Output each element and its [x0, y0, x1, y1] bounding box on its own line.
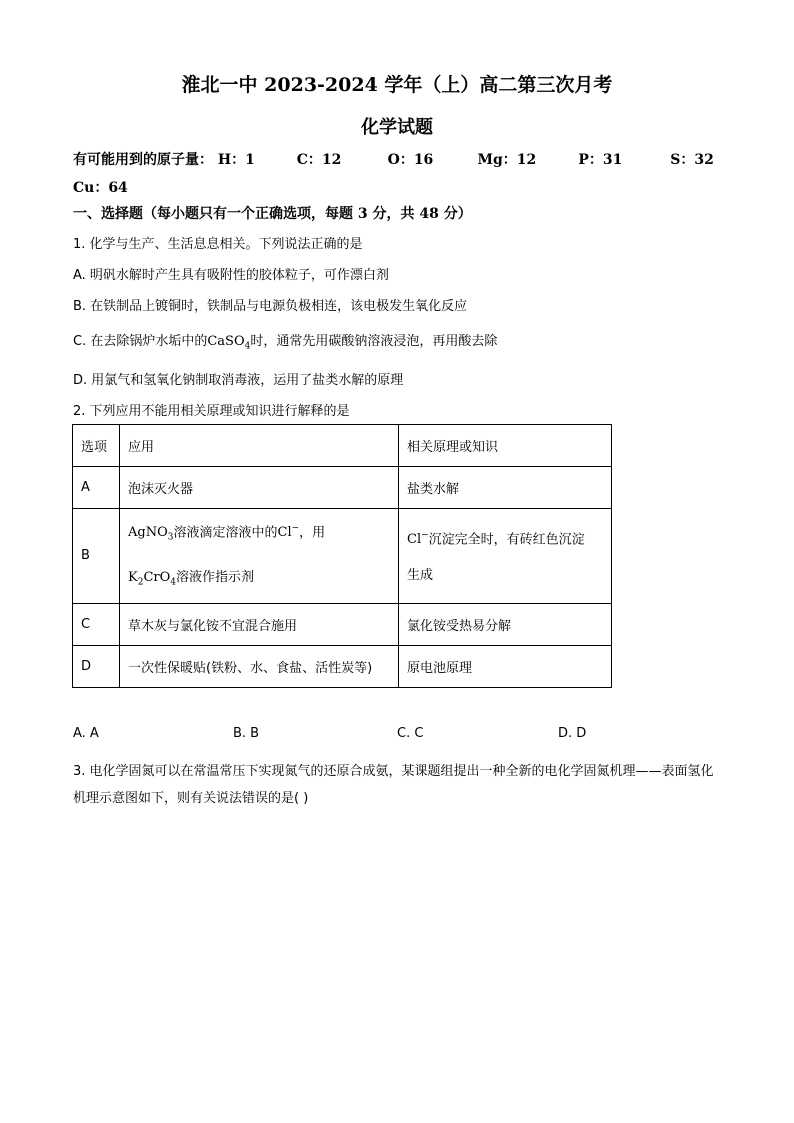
q2-table: [72, 424, 612, 688]
chem-formula: [278, 525, 300, 540]
page-title: 淮北一中 2023-2024 学年（上）高二第三次月考: [181, 74, 613, 96]
q1-option-c: [73, 330, 497, 352]
formula-text: Cl: [277, 525, 292, 541]
cell-line: [128, 509, 390, 558]
q2-answer-a: A. A: [73, 726, 99, 741]
atomic-mass-item: Mg：12: [477, 152, 537, 168]
chem-formula: [407, 532, 429, 547]
cell-text: 沉淀完全时，有砖红色沉淀: [428, 531, 585, 547]
table-cell: B: [73, 509, 120, 604]
q2-stem: 2. 下列应用不能用相关原理或知识进行解释的是: [73, 404, 350, 419]
q3-stem: 3. 电化学固氮可以在常温常压下实现氮气的还原合成氨，某课题组提出一种全新的电化学固氮机理——表面氢化机理示意图如下，则有关说法错误的是( ): [73, 764, 714, 806]
atomic-masses-line: [73, 149, 714, 169]
atomic-mass-item: P：31: [578, 152, 623, 168]
atomic-mass-item: H：1: [217, 152, 255, 168]
q2-answer-c: C. C: [397, 726, 424, 741]
cell-text: 溶液滴定溶液中的: [173, 525, 278, 541]
atomic-mass-item: C：12: [296, 152, 342, 168]
table-row: [73, 467, 612, 509]
table-row: [73, 645, 612, 687]
formula-text: Cl: [407, 531, 422, 547]
superscript: −: [421, 530, 429, 541]
table-cell: [399, 509, 612, 604]
table-cell: [120, 509, 399, 604]
q2-answer-b: B. B: [233, 726, 260, 741]
atomic-mass-item: O：16: [387, 152, 434, 168]
cell-text: 溶液作指示剂: [176, 569, 255, 585]
chem-formula: [207, 334, 251, 352]
chem-formula: [128, 525, 174, 543]
table-cell: 一次性保暖贴(铁粉、水、食盐、活性炭等): [120, 645, 399, 687]
table-header-row: [73, 425, 612, 467]
q2-answer-d: D. D: [558, 726, 587, 741]
q1-option-c-text: C. 在去除锅炉水垢中的: [73, 334, 208, 349]
table-row: [73, 603, 612, 645]
cell-text: ，用: [299, 525, 326, 541]
table-cell: 盐类水解: [399, 467, 612, 509]
table-header-cell: 选项: [73, 425, 120, 467]
section-heading: 一、选择题（每小题只有一个正确选项，每题 3 分，共 48 分）: [73, 206, 472, 222]
q1-stem: 1. 化学与生产、生活息息相关。下列说法正确的是: [73, 237, 363, 252]
table-header-cell: 相关原理或知识: [399, 425, 612, 467]
cell-line: [128, 558, 390, 603]
table-cell: 氯化铵受热易分解: [399, 603, 612, 645]
atomic-mass-item: S：32: [670, 152, 714, 168]
subscript: 4: [244, 341, 251, 352]
atomic-masses-label: 有可能用到的原子量：: [73, 152, 213, 168]
cell-line: 生成: [407, 567, 434, 583]
chem-formula: [128, 569, 177, 588]
cell-line: [407, 518, 603, 558]
formula-text: CaSO: [207, 334, 245, 349]
q1-option-b: B. 在铁制品上镀铜时，铁制品与电源负极相连，该电极发生氧化反应: [73, 299, 468, 314]
table-cell: 泡沫灭火器: [120, 467, 399, 509]
subscript: 4: [170, 577, 177, 588]
subscript: 2: [137, 577, 144, 588]
atomic-mass-item-cu: Cu：64: [73, 180, 128, 196]
q1-option-a: A. 明矾水解时产生具有吸附性的胶体粒子，可作漂白剂: [73, 268, 389, 283]
table-cell: 草木灰与氯化铵不宜混合施用: [120, 603, 399, 645]
table-cell: A: [73, 467, 120, 509]
superscript: −: [291, 524, 300, 534]
formula-text: K: [128, 569, 138, 585]
formula-text: AgNO: [128, 525, 168, 541]
table-cell: 原电池原理: [399, 645, 612, 687]
page-subtitle: 化学试题: [361, 117, 433, 138]
table-header-cell: 应用: [120, 425, 399, 467]
formula-text: CrO: [143, 569, 171, 585]
table-cell: D: [73, 645, 120, 687]
subscript: 3: [167, 532, 174, 543]
q1-option-d: D. 用氯气和氢氧化钠制取消毒液，运用了盐类水解的原理: [73, 373, 404, 388]
table-cell: C: [73, 603, 120, 645]
q1-option-c-text: 时，通常先用碳酸钠溶液浸泡，再用酸去除: [250, 334, 498, 349]
table-row: [73, 509, 612, 604]
